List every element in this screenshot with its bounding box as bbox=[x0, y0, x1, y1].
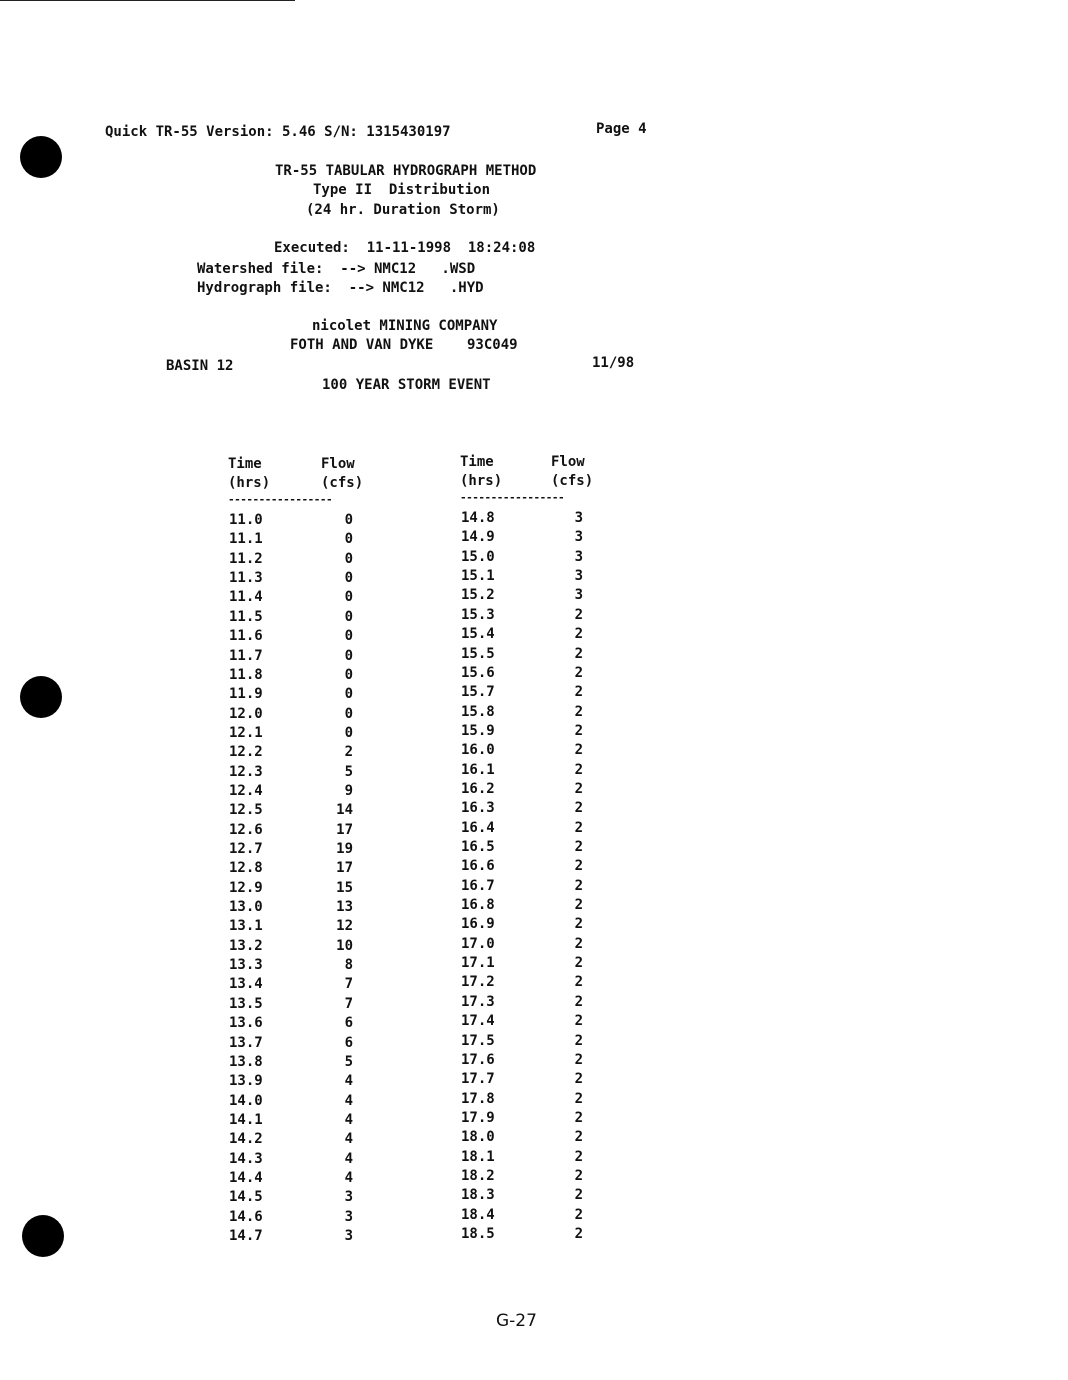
flow-cell: 2 bbox=[574, 819, 583, 836]
table-row bbox=[0, 1207, 1068, 1226]
time-cell: 12.7 bbox=[229, 841, 263, 857]
flow-cell: 2 bbox=[574, 626, 583, 643]
time-cell: 11.8 bbox=[229, 666, 263, 683]
time-cell: 12.6 bbox=[229, 821, 263, 838]
flow-cell: 0 bbox=[344, 647, 353, 664]
time-cell: 17.3 bbox=[461, 993, 495, 1010]
flow-cell: 0 bbox=[344, 724, 353, 741]
flow-cell: 0 bbox=[344, 628, 353, 645]
left-time-header: Time bbox=[228, 456, 262, 472]
flow-cell: 4 bbox=[344, 1073, 353, 1090]
flow-cell: 8 bbox=[344, 957, 353, 973]
firm-job-number: FOTH AND VAN DYKE 93C049 bbox=[290, 337, 518, 353]
executed-timestamp: Executed: 11-11-1998 18:24:08 bbox=[274, 240, 536, 256]
storm-event: 100 YEAR STORM EVENT bbox=[322, 377, 491, 393]
time-cell: 17.5 bbox=[461, 1032, 495, 1049]
table-row bbox=[0, 607, 1068, 626]
flow-cell: 4 bbox=[344, 1169, 353, 1186]
flow-cell: 2 bbox=[574, 684, 583, 701]
table-row bbox=[0, 878, 1068, 897]
table-row bbox=[0, 510, 1068, 529]
time-cell: 16.5 bbox=[461, 839, 495, 855]
time-cell: 14.3 bbox=[229, 1150, 263, 1167]
flow-cell: 10 bbox=[336, 937, 353, 954]
page-number: Page 4 bbox=[596, 121, 647, 137]
flow-cell: 2 bbox=[574, 935, 583, 952]
table-row bbox=[0, 587, 1068, 606]
right-separator: ----------------- bbox=[460, 491, 565, 504]
table-row bbox=[0, 742, 1068, 761]
time-cell: 13.2 bbox=[229, 937, 263, 954]
table-row bbox=[0, 549, 1068, 568]
flow-cell: 2 bbox=[574, 1129, 583, 1146]
time-cell: 14.2 bbox=[229, 1131, 263, 1148]
table-row bbox=[0, 568, 1068, 587]
flow-cell: 2 bbox=[574, 606, 583, 623]
flow-cell: 2 bbox=[574, 1051, 583, 1068]
table-row bbox=[0, 1149, 1068, 1168]
time-cell: 16.7 bbox=[461, 877, 495, 894]
flow-cell: 2 bbox=[574, 1148, 583, 1165]
flow-cell: 5 bbox=[344, 1053, 353, 1070]
table-row bbox=[0, 994, 1068, 1013]
table-row bbox=[0, 1091, 1068, 1110]
time-cell: 15.6 bbox=[461, 664, 495, 681]
flow-cell: 2 bbox=[574, 839, 583, 855]
time-cell: 14.1 bbox=[229, 1111, 263, 1128]
flow-cell: 2 bbox=[574, 1013, 583, 1030]
left-flow-unit: (cfs) bbox=[321, 475, 364, 491]
time-cell: 17.7 bbox=[461, 1071, 495, 1088]
time-cell: 13.9 bbox=[229, 1073, 263, 1090]
flow-cell: 2 bbox=[574, 1109, 583, 1126]
table-row bbox=[0, 781, 1068, 800]
table-row bbox=[0, 626, 1068, 645]
flow-cell: 2 bbox=[344, 744, 353, 761]
flow-cell: 3 bbox=[574, 568, 583, 584]
time-cell: 15.4 bbox=[461, 626, 495, 643]
flow-cell: 2 bbox=[574, 1032, 583, 1049]
time-cell: 12.1 bbox=[229, 724, 263, 741]
flow-cell: 2 bbox=[574, 645, 583, 662]
flow-cell: 19 bbox=[336, 841, 353, 857]
time-cell: 18.2 bbox=[461, 1167, 495, 1184]
table-row bbox=[0, 936, 1068, 955]
time-cell: 16.3 bbox=[461, 800, 495, 817]
time-cell: 13.0 bbox=[229, 899, 263, 915]
time-cell: 11.0 bbox=[229, 512, 263, 528]
flow-cell: 3 bbox=[574, 510, 583, 526]
flow-cell: 2 bbox=[574, 1226, 583, 1242]
time-cell: 15.7 bbox=[461, 684, 495, 701]
time-cell: 17.8 bbox=[461, 1090, 495, 1107]
company-name: nicolet MINING COMPANY bbox=[312, 318, 498, 334]
left-flow-header: Flow bbox=[321, 456, 355, 472]
time-cell: 13.8 bbox=[229, 1053, 263, 1070]
storm-duration: (24 hr. Duration Storm) bbox=[306, 202, 500, 218]
flow-cell: 2 bbox=[574, 780, 583, 797]
page-code: G-27 bbox=[496, 1311, 537, 1331]
time-cell: 13.7 bbox=[229, 1034, 263, 1051]
watershed-file: Watershed file: --> NMC12 .WSD bbox=[197, 261, 476, 277]
flow-cell: 7 bbox=[344, 995, 353, 1012]
right-time-unit: (hrs) bbox=[460, 473, 503, 489]
time-cell: 15.3 bbox=[461, 606, 495, 623]
table-row bbox=[0, 897, 1068, 916]
time-cell: 11.3 bbox=[229, 570, 263, 586]
time-cell: 14.7 bbox=[229, 1228, 263, 1244]
time-cell: 11.5 bbox=[229, 608, 263, 625]
table-row bbox=[0, 1033, 1068, 1052]
time-cell: 15.2 bbox=[461, 587, 495, 604]
table-row bbox=[0, 1226, 1068, 1245]
flow-cell: 0 bbox=[344, 589, 353, 606]
scan-edge-line bbox=[0, 0, 295, 1]
time-cell: 17.2 bbox=[461, 974, 495, 991]
time-cell: 14.6 bbox=[229, 1208, 263, 1225]
table-row bbox=[0, 762, 1068, 781]
flow-cell: 2 bbox=[574, 703, 583, 720]
flow-cell: 2 bbox=[574, 664, 583, 681]
flow-cell: 17 bbox=[336, 821, 353, 838]
right-flow-header: Flow bbox=[551, 454, 585, 470]
flow-cell: 5 bbox=[344, 763, 353, 780]
time-cell: 14.5 bbox=[229, 1189, 263, 1206]
time-cell: 18.4 bbox=[461, 1206, 495, 1223]
flow-cell: 7 bbox=[344, 976, 353, 993]
table-row bbox=[0, 704, 1068, 723]
table-row bbox=[0, 1013, 1068, 1032]
flow-cell: 0 bbox=[344, 550, 353, 567]
hydrograph-file: Hydrograph file: --> NMC12 .HYD bbox=[197, 280, 484, 296]
table-row bbox=[0, 1168, 1068, 1187]
time-cell: 15.9 bbox=[461, 722, 495, 739]
flow-cell: 2 bbox=[574, 1167, 583, 1184]
flow-cell: 0 bbox=[344, 666, 353, 683]
time-cell: 13.3 bbox=[229, 957, 263, 973]
flow-cell: 3 bbox=[574, 529, 583, 546]
time-cell: 16.2 bbox=[461, 780, 495, 797]
table-row bbox=[0, 916, 1068, 935]
time-cell: 16.9 bbox=[461, 916, 495, 933]
flow-cell: 14 bbox=[336, 802, 353, 819]
flow-cell: 2 bbox=[574, 800, 583, 817]
flow-cell: 0 bbox=[344, 512, 353, 528]
time-cell: 15.0 bbox=[461, 548, 495, 565]
time-cell: 15.8 bbox=[461, 703, 495, 720]
table-row bbox=[0, 955, 1068, 974]
flow-cell: 3 bbox=[574, 548, 583, 565]
right-time-header: Time bbox=[460, 454, 494, 470]
time-cell: 12.5 bbox=[229, 802, 263, 819]
flow-cell: 4 bbox=[344, 1131, 353, 1148]
flow-cell: 6 bbox=[344, 1034, 353, 1051]
left-time-unit: (hrs) bbox=[228, 475, 271, 491]
table-row bbox=[0, 529, 1068, 548]
time-cell: 12.3 bbox=[229, 763, 263, 780]
time-cell: 12.8 bbox=[229, 860, 263, 877]
time-cell: 17.0 bbox=[461, 935, 495, 952]
flow-cell: 0 bbox=[344, 686, 353, 703]
basin-label: BASIN 12 bbox=[166, 358, 234, 374]
report-date: 11/98 bbox=[592, 355, 635, 371]
left-separator: ----------------- bbox=[228, 493, 333, 506]
time-cell: 17.1 bbox=[461, 955, 495, 971]
time-cell: 16.6 bbox=[461, 858, 495, 875]
time-cell: 16.1 bbox=[461, 761, 495, 778]
time-cell: 18.1 bbox=[461, 1148, 495, 1165]
time-cell: 13.4 bbox=[229, 976, 263, 993]
flow-cell: 4 bbox=[344, 1092, 353, 1109]
time-cell: 12.2 bbox=[229, 744, 263, 761]
table-row bbox=[0, 858, 1068, 877]
table-row bbox=[0, 1071, 1068, 1090]
table-row bbox=[0, 665, 1068, 684]
table-row bbox=[0, 820, 1068, 839]
flow-cell: 2 bbox=[574, 722, 583, 739]
flow-cell: 0 bbox=[344, 608, 353, 625]
time-cell: 12.4 bbox=[229, 782, 263, 799]
table-row bbox=[0, 646, 1068, 665]
time-cell: 12.9 bbox=[229, 879, 263, 896]
time-cell: 13.1 bbox=[229, 918, 263, 935]
flow-cell: 2 bbox=[574, 955, 583, 971]
flow-cell: 0 bbox=[344, 531, 353, 548]
table-row bbox=[0, 800, 1068, 819]
time-cell: 17.4 bbox=[461, 1013, 495, 1030]
flow-cell: 6 bbox=[344, 1015, 353, 1032]
flow-cell: 2 bbox=[574, 916, 583, 933]
time-cell: 16.4 bbox=[461, 819, 495, 836]
flow-cell: 2 bbox=[574, 742, 583, 759]
flow-cell: 4 bbox=[344, 1111, 353, 1128]
flow-cell: 2 bbox=[574, 1187, 583, 1204]
program-version: Quick TR-55 Version: 5.46 S/N: 1315430197 bbox=[105, 124, 451, 140]
table-row bbox=[0, 974, 1068, 993]
time-cell: 12.0 bbox=[229, 705, 263, 722]
flow-cell: 2 bbox=[574, 1090, 583, 1107]
time-cell: 14.0 bbox=[229, 1092, 263, 1109]
time-cell: 13.6 bbox=[229, 1015, 263, 1032]
flow-cell: 3 bbox=[344, 1189, 353, 1206]
time-cell: 11.6 bbox=[229, 628, 263, 645]
table-row bbox=[0, 723, 1068, 742]
flow-cell: 17 bbox=[336, 860, 353, 877]
table-row bbox=[0, 1187, 1068, 1206]
time-cell: 16.8 bbox=[461, 897, 495, 913]
time-cell: 14.4 bbox=[229, 1169, 263, 1186]
time-cell: 16.0 bbox=[461, 742, 495, 759]
flow-cell: 3 bbox=[344, 1228, 353, 1244]
flow-cell: 3 bbox=[344, 1208, 353, 1225]
distribution-type: Type II Distribution bbox=[313, 182, 491, 198]
flow-cell: 2 bbox=[574, 897, 583, 913]
flow-cell: 2 bbox=[574, 1071, 583, 1088]
report-title: TR-55 TABULAR HYDROGRAPH METHOD bbox=[275, 163, 537, 179]
time-cell: 18.3 bbox=[461, 1187, 495, 1204]
time-cell: 11.2 bbox=[229, 550, 263, 567]
time-cell: 11.9 bbox=[229, 686, 263, 703]
right-flow-unit: (cfs) bbox=[551, 473, 594, 489]
punch-hole-top bbox=[20, 136, 62, 178]
table-row bbox=[0, 1052, 1068, 1071]
flow-cell: 0 bbox=[344, 705, 353, 722]
flow-cell: 15 bbox=[336, 879, 353, 896]
flow-cell: 2 bbox=[574, 1206, 583, 1223]
time-cell: 13.5 bbox=[229, 995, 263, 1012]
flow-cell: 4 bbox=[344, 1150, 353, 1167]
table-row bbox=[0, 1129, 1068, 1148]
flow-cell: 0 bbox=[344, 570, 353, 586]
time-cell: 11.1 bbox=[229, 531, 263, 548]
time-cell: 18.0 bbox=[461, 1129, 495, 1146]
time-cell: 18.5 bbox=[461, 1226, 495, 1242]
flow-cell: 2 bbox=[574, 858, 583, 875]
time-cell: 14.9 bbox=[461, 529, 495, 546]
flow-cell: 2 bbox=[574, 993, 583, 1010]
flow-cell: 12 bbox=[336, 918, 353, 935]
time-cell: 15.5 bbox=[461, 645, 495, 662]
flow-cell: 3 bbox=[574, 587, 583, 604]
time-cell: 15.1 bbox=[461, 568, 495, 584]
time-cell: 11.7 bbox=[229, 647, 263, 664]
table-row bbox=[0, 1110, 1068, 1129]
table-row bbox=[0, 684, 1068, 703]
flow-cell: 2 bbox=[574, 761, 583, 778]
table-row bbox=[0, 839, 1068, 858]
time-cell: 17.9 bbox=[461, 1109, 495, 1126]
flow-cell: 2 bbox=[574, 877, 583, 894]
time-cell: 11.4 bbox=[229, 589, 263, 606]
flow-cell: 2 bbox=[574, 974, 583, 991]
time-cell: 14.8 bbox=[461, 510, 495, 526]
time-cell: 17.6 bbox=[461, 1051, 495, 1068]
flow-cell: 9 bbox=[344, 782, 353, 799]
flow-cell: 13 bbox=[336, 899, 353, 915]
